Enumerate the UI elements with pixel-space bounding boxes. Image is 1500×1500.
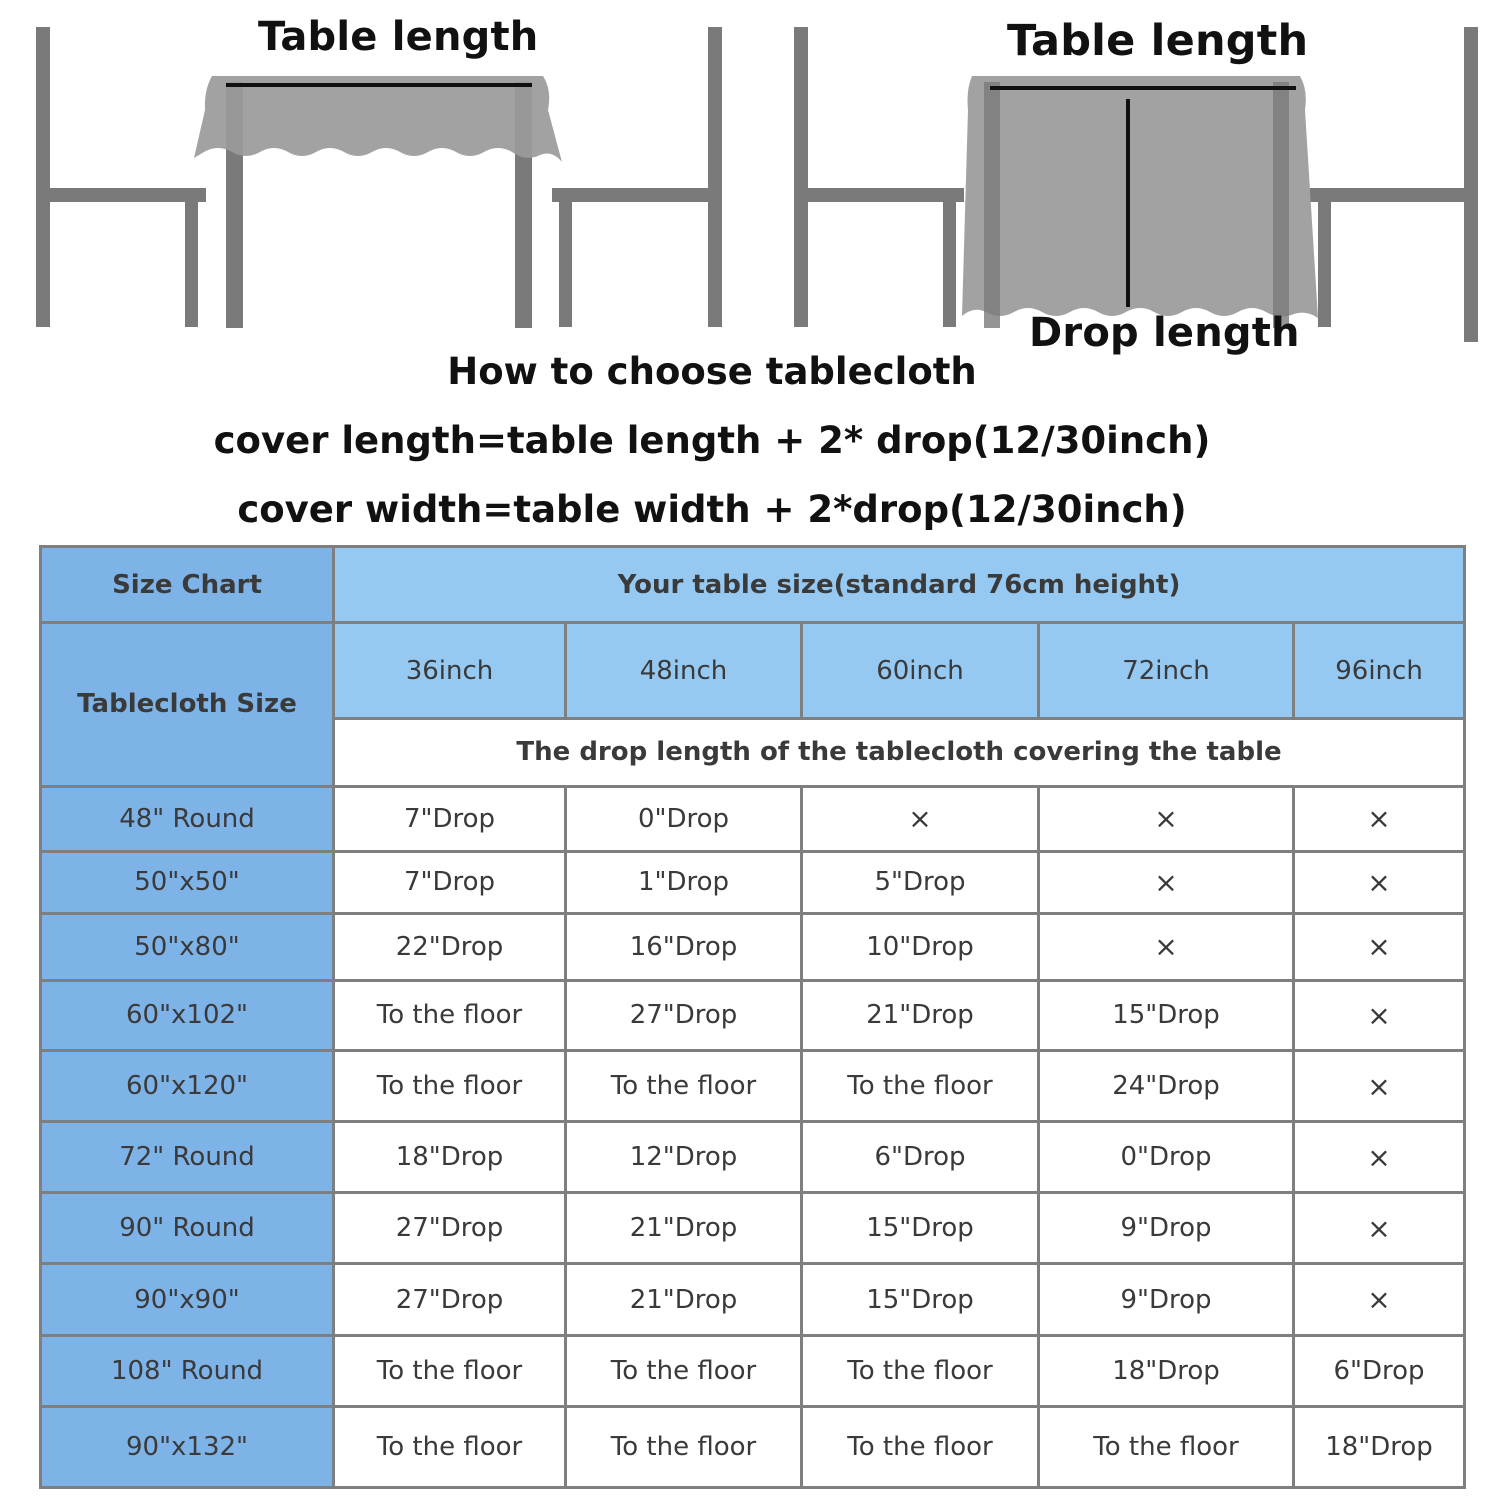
not-applicable-cell: ×: [1294, 1051, 1465, 1122]
tablecloth-size-cell: 48" Round: [41, 786, 334, 851]
table-row: [41, 1193, 1465, 1264]
drop-cell: 16"Drop: [566, 913, 802, 980]
drop-cell: 12"Drop: [566, 1122, 802, 1193]
drop-cell: 24"Drop: [1039, 1051, 1294, 1122]
column-header: 36inch: [334, 623, 566, 719]
tablecloth-size-cell: 108" Round: [41, 1335, 334, 1406]
drop-cell: 21"Drop: [566, 1193, 802, 1264]
drop-cell: 15"Drop: [1039, 980, 1294, 1050]
size-chart-corner: Size Chart: [41, 547, 334, 623]
drop-length-line: [1126, 99, 1130, 307]
left-scene: [36, 27, 722, 328]
table-row: [41, 1406, 1465, 1487]
table-row: [41, 913, 1465, 980]
table-row: [41, 1051, 1465, 1122]
size-chart-table: [39, 545, 1466, 1489]
drop-cell: 6"Drop: [802, 1122, 1039, 1193]
size-chart-header-row: [41, 547, 1465, 623]
drop-cell: 1"Drop: [566, 851, 802, 913]
drop-cell: To the floor: [802, 1335, 1039, 1406]
tablecloth-size-cell: 50"x80": [41, 913, 334, 980]
not-applicable-cell: ×: [802, 786, 1039, 851]
drop-cell: 22"Drop: [334, 913, 566, 980]
drop-cell: 7"Drop: [334, 851, 566, 913]
tablecloth-size-cell: 90" Round: [41, 1193, 334, 1264]
size-chart-body: [41, 786, 1465, 1488]
not-applicable-cell: ×: [1039, 851, 1294, 913]
drop-cell: 27"Drop: [566, 980, 802, 1050]
left-chair-1: [36, 27, 206, 327]
table-row: [41, 786, 1465, 851]
tablecloth-size-cell: 90"x90": [41, 1264, 334, 1335]
tablecloth-size-label: Tablecloth Size: [41, 623, 334, 786]
drop-cell: 27"Drop: [334, 1193, 566, 1264]
not-applicable-cell: ×: [1294, 913, 1465, 980]
drop-cell: 18"Drop: [1039, 1335, 1294, 1406]
right-scene: [794, 27, 1478, 342]
drop-cell: To the floor: [334, 1335, 566, 1406]
table-row: [41, 1335, 1465, 1406]
drop-cell: To the floor: [566, 1406, 802, 1487]
drop-cell: 0"Drop: [566, 786, 802, 851]
not-applicable-cell: ×: [1294, 1193, 1465, 1264]
page-title: How to choose tablecloth: [447, 350, 977, 393]
column-header: 72inch: [1039, 623, 1294, 719]
drop-cell: To the floor: [802, 1406, 1039, 1487]
drop-cell: 18"Drop: [1294, 1406, 1465, 1487]
drop-cell: 15"Drop: [802, 1193, 1039, 1264]
column-header: 48inch: [566, 623, 802, 719]
drop-cell: 10"Drop: [802, 913, 1039, 980]
not-applicable-cell: ×: [1039, 913, 1294, 980]
right-chair-1: [794, 27, 964, 327]
cover-length-formula: cover length=table length + 2* drop(12/30inch): [213, 419, 1211, 462]
drop-cell: 5"Drop: [802, 851, 1039, 913]
tablecloth-size-cell: 60"x120": [41, 1051, 334, 1122]
not-applicable-cell: ×: [1294, 851, 1465, 913]
tablecloth-size-cell: 72" Round: [41, 1122, 334, 1193]
drop-cell: 9"Drop: [1039, 1264, 1294, 1335]
drop-cell: To the floor: [1039, 1406, 1294, 1487]
drop-cell: 21"Drop: [802, 980, 1039, 1050]
drop-cell: 15"Drop: [802, 1264, 1039, 1335]
table-size-header: Your table size(standard 76cm height): [334, 547, 1465, 623]
short-tablecloth: [194, 76, 562, 162]
drop-cell: 7"Drop: [334, 786, 566, 851]
left-table-length-label: Table length: [258, 14, 539, 60]
table-row: [41, 980, 1465, 1050]
tablecloth-size-cell: 50"x50": [41, 851, 334, 913]
not-applicable-cell: ×: [1039, 786, 1294, 851]
table-row: [41, 851, 1465, 913]
drop-cell: To the floor: [802, 1051, 1039, 1122]
drop-cell: To the floor: [334, 1051, 566, 1122]
drop-cell: 21"Drop: [566, 1264, 802, 1335]
table-length-line-left: [226, 83, 532, 87]
column-header: 96inch: [1294, 623, 1465, 719]
drop-cell: 0"Drop: [1039, 1122, 1294, 1193]
tablecloth-size-cell: 60"x102": [41, 980, 334, 1050]
drop-length-label: Drop length: [1029, 310, 1300, 356]
right-table-length-label: Table length: [1007, 16, 1309, 66]
drop-cell: 9"Drop: [1039, 1193, 1294, 1264]
drop-cell: To the floor: [334, 980, 566, 1050]
right-chair-2: [1310, 27, 1478, 342]
drop-cell: 27"Drop: [334, 1264, 566, 1335]
not-applicable-cell: ×: [1294, 786, 1465, 851]
column-header: 60inch: [802, 623, 1039, 719]
drop-cell: 18"Drop: [334, 1122, 566, 1193]
drop-cell: To the floor: [334, 1406, 566, 1487]
table-row: [41, 1264, 1465, 1335]
not-applicable-cell: ×: [1294, 1264, 1465, 1335]
tablecloth-size-cell: 90"x132": [41, 1406, 334, 1487]
not-applicable-cell: ×: [1294, 980, 1465, 1050]
drop-cell: To the floor: [566, 1335, 802, 1406]
table-row: [41, 1122, 1465, 1193]
column-header-row: [41, 623, 1465, 719]
not-applicable-cell: ×: [1294, 1122, 1465, 1193]
drop-length-note: The drop length of the tablecloth covering the table: [334, 719, 1465, 786]
drop-cell: To the floor: [566, 1051, 802, 1122]
long-tablecloth: [962, 76, 1318, 318]
drop-cell: 6"Drop: [1294, 1335, 1465, 1406]
table-length-line-right: [990, 86, 1296, 90]
cover-width-formula: cover width=table width + 2*drop(12/30inch): [237, 488, 1187, 531]
left-chair-2: [552, 27, 722, 327]
